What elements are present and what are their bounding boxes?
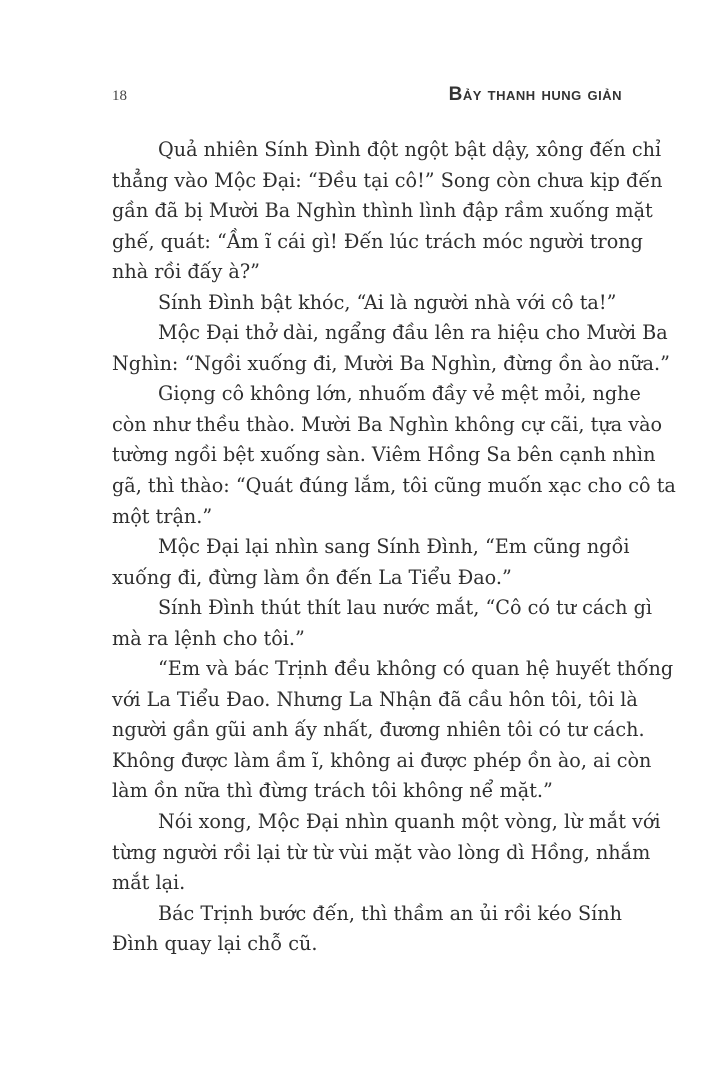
text-line: gã, thì thào: “Quát đúng lắm, tôi cũng muốn xạc cho cô ta [112, 474, 676, 498]
text-line: Mộc Đại thở dài, ngẩng đầu lên ra hiệu cho Mười Ba [158, 321, 668, 345]
paragraph [112, 135, 663, 288]
text-line: “Em và bác Trịnh đều không có quan hệ huyết thống [158, 657, 674, 681]
paragraph [112, 807, 661, 899]
text-line: thẳng vào Mộc Đại: “Đều tại cô!” Song còn chưa kịp đến [112, 168, 663, 192]
paragraph [112, 593, 652, 654]
text-line: người gần gũi anh ấy nhất, đương nhiên tôi có tư cách. [112, 718, 645, 742]
text-line: Sính Đình thút thít lau nước mắt, “Cô có tư cách gì [158, 596, 652, 620]
text-line: ghế, quát: “Ầm ĩ cái gì! Đến lúc trách móc người trong [112, 229, 643, 253]
running-title: Bảy thanh hung giản [448, 84, 622, 105]
text-line: tường ngồi bệt xuống sàn. Viêm Hồng Sa bên cạnh nhìn [112, 443, 656, 467]
text-line: Quả nhiên Sính Đình đột ngột bật dậy, xông đến chỉ [158, 138, 662, 161]
text-line: từng người rồi lại từ từ vùi mặt vào lòng dì Hồng, nhắm [112, 840, 651, 864]
paragraph [112, 899, 622, 960]
page-number: 18 [112, 88, 127, 104]
text-line: xuống đi, đừng làm ồn đến La Tiểu Đao.” [112, 565, 512, 589]
text-line: với La Tiểu Đao. Nhưng La Nhận đã cầu hôn tôi, tôi là [112, 687, 638, 711]
text-line: Giọng cô không lớn, nhuốm đầy vẻ mệt mỏi, nghe [158, 382, 641, 406]
text-line: Sính Đình bật khóc, “Ai là người nhà với cô ta!” [158, 290, 617, 314]
paragraph [112, 379, 676, 532]
paragraph [112, 288, 622, 319]
text-line: làm ồn nữa thì đừng trách tôi không nể mặt.” [112, 779, 553, 803]
paragraph [112, 654, 674, 807]
text-line: Mộc Đại lại nhìn sang Sính Đình, “Em cũng ngồi [158, 535, 630, 559]
text-line: Không được làm ầm ĩ, không ai được phép ồn ào, ai còn [112, 748, 652, 772]
paragraph [112, 532, 630, 593]
text-line: gần đã bị Mười Ba Nghìn thình lình đập rầm xuống mặt [112, 199, 653, 223]
text-line: Đình quay lại chỗ cũ. [112, 932, 318, 956]
text-line: một trận.” [112, 504, 213, 528]
text-line: Bác Trịnh bước đến, thì thầm an ủi rồi kéo Sính [158, 901, 622, 925]
body-text [112, 135, 676, 960]
text-line: còn như thều thào. Mười Ba Nghìn không cự cãi, tựa vào [112, 412, 663, 436]
text-line: mà ra lệnh cho tôi.” [112, 626, 305, 650]
paragraph [112, 318, 670, 379]
text-line: nhà rồi đấy à?” [112, 260, 260, 284]
text-line: Nói xong, Mộc Đại nhìn quanh một vòng, lừ mắt với [158, 810, 661, 834]
text-line: mắt lại. [112, 871, 186, 895]
text-line: Nghìn: “Ngồi xuống đi, Mười Ba Nghìn, đừng ồn ào nữa.” [112, 351, 670, 375]
